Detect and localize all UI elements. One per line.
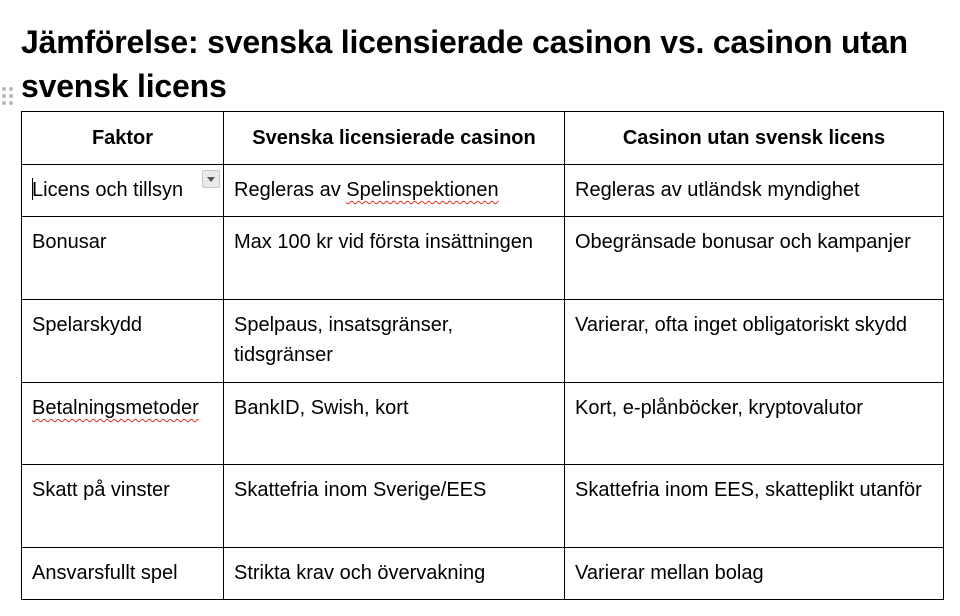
table-cell[interactable] (22, 217, 224, 300)
table-cell[interactable] (224, 217, 565, 300)
table-row (22, 217, 944, 300)
cell-text: Skatt på vinster (32, 479, 170, 501)
table-cell[interactable] (565, 165, 944, 217)
cell-text: Licens och tillsyn (32, 179, 184, 201)
cell-text: Regleras av (234, 179, 347, 201)
table-cell[interactable] (22, 383, 224, 465)
cell-text: BankID, Swish, kort (234, 397, 409, 419)
table-cell[interactable] (22, 548, 224, 600)
misspelled-word[interactable]: Spelinspektionen (346, 179, 499, 201)
cell-text: Varierar, ofta inget obligatoriskt skydd (575, 314, 908, 336)
cell-text: Strikta krav och övervakning (234, 562, 486, 584)
misspelled-word[interactable]: Betalningsmetoder (32, 397, 199, 419)
table-cell[interactable] (224, 300, 565, 383)
drag-handle-icon[interactable] (0, 84, 16, 106)
cell-text: Skattefria inom EES, skatteplikt utanför (575, 479, 922, 501)
cell-text: Kort, e-plånböcker, kryptovalutor (575, 397, 863, 419)
table-cell[interactable] (565, 300, 944, 383)
cell-text: Obegränsade bonusar och kampanjer (575, 231, 911, 253)
header-faktor[interactable]: Faktor (22, 112, 224, 165)
comparison-table (21, 111, 944, 600)
table-cell[interactable] (22, 165, 224, 217)
table-cell[interactable] (22, 465, 224, 548)
table-cell[interactable] (565, 383, 944, 465)
cell-text: Regleras av utländsk myndighet (575, 179, 860, 201)
chevron-down-icon[interactable] (202, 170, 220, 188)
cell-text: Spelarskydd (32, 314, 143, 336)
table-row (22, 383, 944, 465)
table-cell[interactable] (224, 165, 565, 217)
table-row (22, 548, 944, 600)
table-cell[interactable] (565, 465, 944, 548)
table-header-row (22, 112, 944, 165)
table-row (22, 300, 944, 383)
table-cell[interactable] (22, 300, 224, 383)
cell-text: Varierar mellan bolag (575, 562, 764, 584)
table-cell[interactable] (224, 465, 565, 548)
table-row (22, 165, 944, 217)
table-row (22, 465, 944, 548)
table-cell[interactable] (565, 217, 944, 300)
header-swedish-licensed[interactable]: Svenska licensierade casinon (224, 112, 565, 165)
cell-text: Ansvarsfullt spel (32, 562, 178, 584)
table-cell[interactable] (565, 548, 944, 600)
cell-text: Spelpaus, insatsgränser, tidsgränser (234, 314, 454, 366)
cell-text: Skattefria inom Sverige/EES (234, 479, 487, 501)
cell-text: Bonusar (32, 231, 107, 253)
table-cell[interactable] (224, 383, 565, 465)
table-cell[interactable] (224, 548, 565, 600)
cell-text: Max 100 kr vid första insättningen (234, 231, 534, 253)
page-title: Jämförelse: svenska licensierade casinon vs. casinon utan svensk licens (21, 24, 908, 104)
header-unlicensed[interactable]: Casinon utan svensk licens (565, 112, 944, 165)
